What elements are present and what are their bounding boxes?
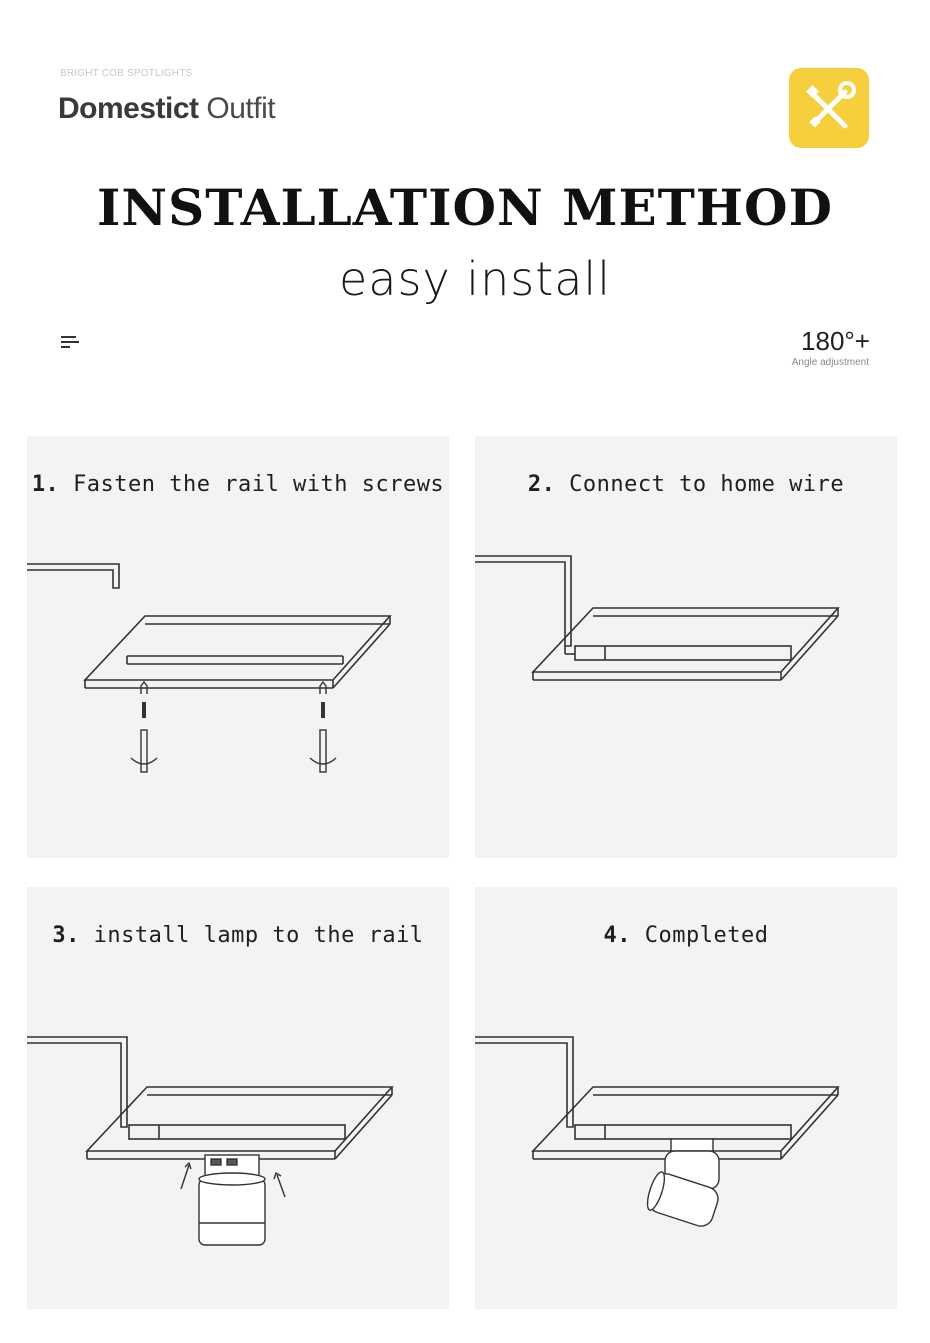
home-wire-illustration xyxy=(475,436,897,858)
tools-badge xyxy=(789,68,869,148)
step-text: Connect to home wire xyxy=(569,472,845,497)
step-panel-4 xyxy=(475,887,897,1309)
rail-screws-illustration xyxy=(27,436,449,858)
brand-light: Outfit xyxy=(206,92,276,125)
step-number: 1. xyxy=(31,472,60,497)
step-panel-1 xyxy=(27,436,449,858)
step-number: 2. xyxy=(527,472,556,497)
menu-icon xyxy=(60,334,80,350)
page-title: INSTALLATION METHOD xyxy=(97,178,833,237)
brand-logo xyxy=(58,92,275,126)
angle-label: Angle adjustment xyxy=(791,357,869,368)
screw-right xyxy=(310,682,336,772)
lamp-install-illustration xyxy=(27,887,449,1309)
tagline: BRIGHT COB SPOTLIGHTS xyxy=(60,68,193,79)
page-subtitle: easy install xyxy=(339,252,611,306)
completed-illustration xyxy=(475,887,897,1309)
spotlight-installed xyxy=(644,1139,721,1229)
step-text: install lamp to the rail xyxy=(93,923,424,948)
step-panel-2 xyxy=(475,436,897,858)
step-panel-3 xyxy=(27,887,449,1309)
tools-icon xyxy=(789,68,869,148)
brand-bold: Domestict xyxy=(58,92,199,125)
step-number: 3. xyxy=(52,923,80,948)
spotlight-lamp xyxy=(199,1155,265,1245)
angle-value: 180°+ xyxy=(801,326,870,356)
step-text: Completed xyxy=(644,923,769,948)
step-number: 4. xyxy=(603,923,632,948)
screw-left xyxy=(131,682,157,772)
step-text: Fasten the rail with screws xyxy=(73,472,445,497)
